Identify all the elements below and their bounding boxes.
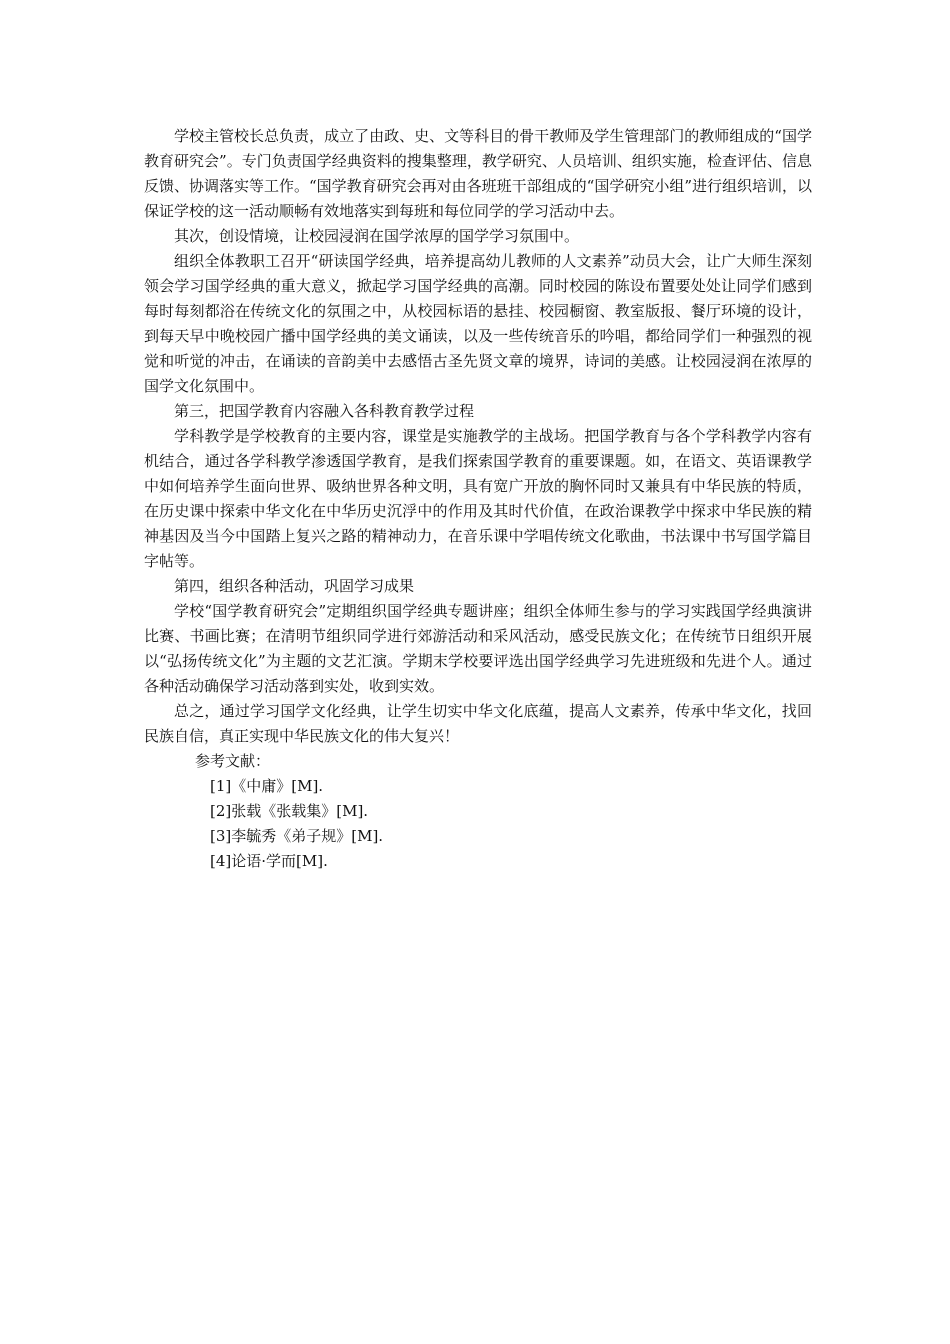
paragraph-activities: 学校“国学教育研究会”定期组织国学经典专题讲座；组织全体师生参与的学习实践国学经典演讲比赛、书画比赛；在清明节组织同学进行郊游活动和采风活动，感受民族文化；在传统节日组织开展以“弘扬传统文化”为主题的文艺汇演。学期末学校要评选出国学经典学习先进班级和先进个人。通过各种活动确保学习活动落到实处，收到实效。 <box>144 602 812 695</box>
paragraph-organization: 学校主管校长总负责，成立了由政、史、文等科目的骨干教师及学生管理部门的教师组成的“国学教育研究会”。专门负责国学经典资料的搜集整理，教学研究、人员培训、组织实施，检查评估、信息反馈、协调落实等工作。“国学教育研究会再对由各班班干部组成的“国学研究小组”进行组织培训，以保证学校的这一活动顺畅有效地落实到每班和每位同学的学习活动中去。 <box>144 127 813 220</box>
reference-item-2: [2]张载《张载集》[M]. <box>210 802 369 820</box>
paragraph-conclusion: 总之，通过学习国学文化经典，让学生切实中华文化底蕴，提高人文素养，传承中华文化，找回民族自信，真正实现中华民族文化的伟大复兴！ <box>144 702 812 745</box>
heading-second: 其次，创设情境，让校园浸润在国学浓厚的国学学习氛围中。 <box>174 227 580 245</box>
references-title: 参考文献： <box>195 752 271 770</box>
reference-item-4: [4]论语·学而[M]. <box>210 852 328 870</box>
reference-item-3: [3]李毓秀《弟子规》[M]. <box>210 827 384 845</box>
heading-third: 第三，把国学教育内容融入各科教育教学过程 <box>174 402 475 420</box>
document-body <box>144 124 812 874</box>
heading-fourth: 第四，组织各种活动，巩固学习成果 <box>174 577 415 595</box>
reference-item-1: [1]《中庸》[M]. <box>210 777 324 795</box>
paragraph-atmosphere: 组织全体教职工召开“研读国学经典，培养提高幼儿教师的人文素养”动员大会，让广大师生深刻领会学习国学经典的重大意义，掀起学习国学经典的高潮。同时校园的陈设布置要处处让同学们感到每时每刻都浴在传统文化的氛围之中，从校园标语的悬挂、校园橱窗、教室版报、餐厅环境的设计，到每天早中晚校园广播中国学经典的美文诵读，以及一些传统音乐的吟唱，都给同学们一种强烈的视觉和听觉的冲击，在诵读的音韵美中去感悟古圣先贤文章的境界，诗词的美感。让校园浸润在浓厚的国学文化氛围中。 <box>144 252 812 395</box>
paragraph-subjects: 学科教学是学校教育的主要内容，课堂是实施教学的主战场。把国学教育与各个学科教学内容有机结合，通过各学科教学渗透国学教育，是我们探索国学教育的重要课题。如，在语文、英语课教学中如何培养学生面向世界、吸纳世界各种文明，具有宽广开放的胸怀同时又兼具有中华民族的特质，在历史课中探索中华文化在中华历史沉浮中的作用及其时代价值，在政治课教学中探求中华民族的精神基因及当今中国踏上复兴之路的精神动力，在音乐课中学唱传统文化歌曲，书法课中书写国学篇目字帖等。 <box>144 427 812 570</box>
